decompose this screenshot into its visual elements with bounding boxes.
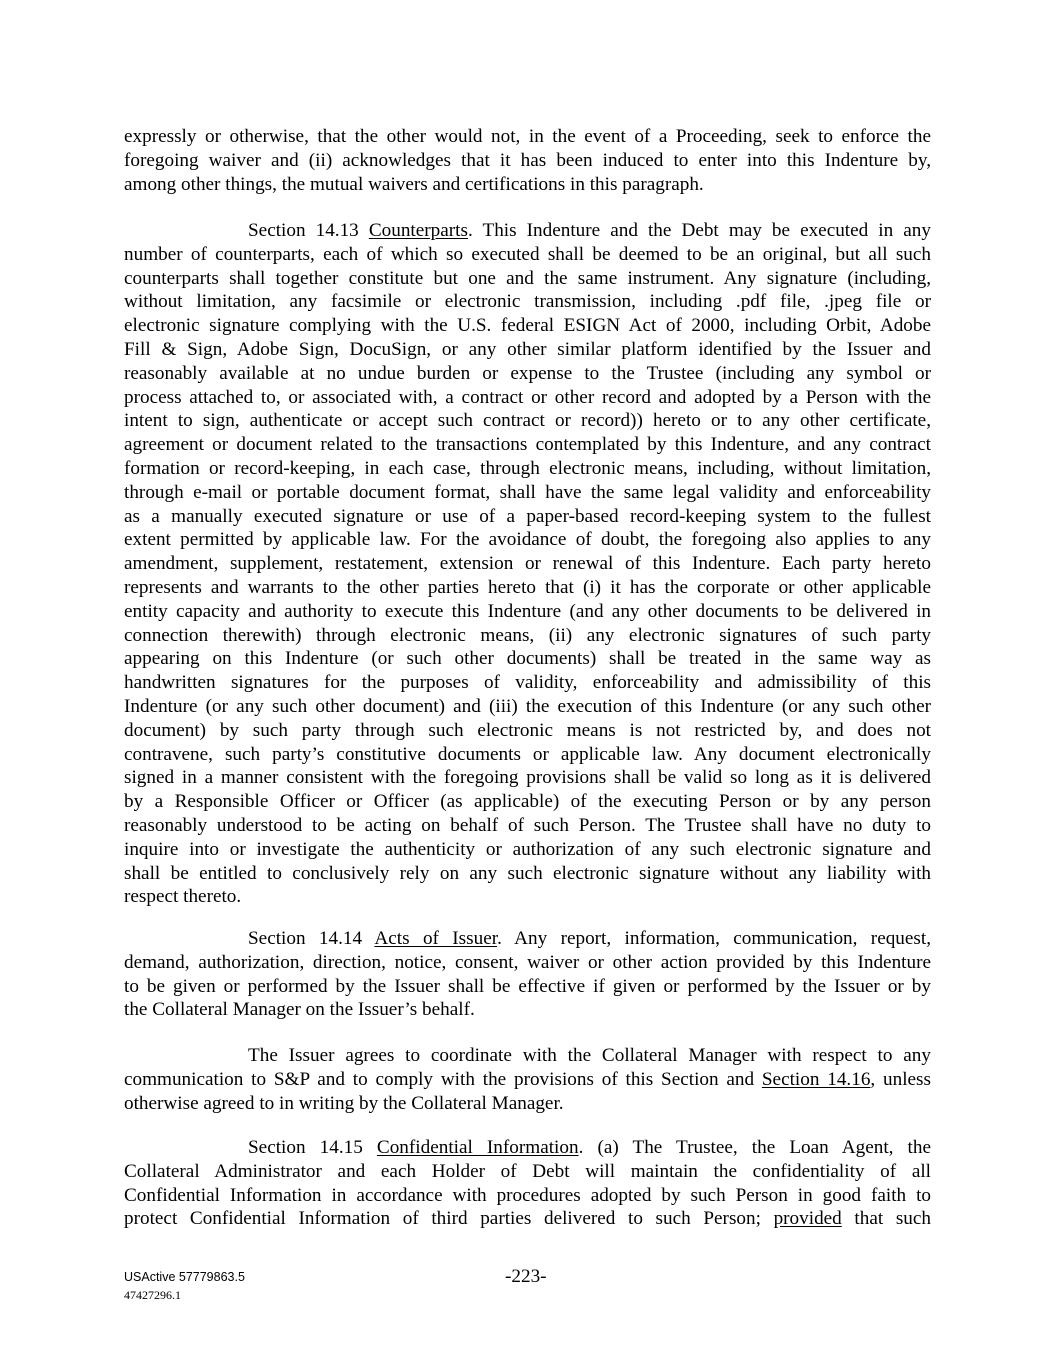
text-line: process attached to, or associated with, a contract or other record and adopted by a Person with the bbox=[124, 386, 931, 408]
text-line: shall be entitled to conclusively rely on any such electronic signature without any liability with bbox=[124, 862, 931, 884]
paragraph-issuer-agrees bbox=[124, 1044, 931, 1115]
paragraph-continuation bbox=[124, 125, 931, 196]
text-run: communication to S&P and to comply with the provisions of this Section and bbox=[124, 1068, 762, 1090]
text-line: without limitation, any facsimile or electronic transmission, including .pdf file, .jpeg file or bbox=[124, 291, 931, 313]
text-line: expressly or otherwise, that the other would not, in the event of a Proceeding, seek to enforce the bbox=[124, 126, 931, 147]
text-line: Confidential Information in accordance with procedures adopted by such Person in good faith to bbox=[124, 1184, 931, 1206]
text-line: Fill & Sign, Adobe Sign, DocuSign, or any other similar platform identified by the Issuer and bbox=[124, 338, 931, 360]
text-line: to be given or performed by the Issuer shall be effective if given or performed by the Issuer or by bbox=[124, 975, 931, 997]
text-line: reasonably understood to be acting on behalf of such Person. The Trustee shall have no duty to bbox=[124, 814, 931, 836]
section-cross-reference: Section 14.16 bbox=[761, 1068, 871, 1090]
text-run: . (a) The Trustee, the Loan Agent, the bbox=[578, 1137, 931, 1158]
text-line: foregoing waiver and (ii) acknowledges that it has been induced to enter into this Indenture by, bbox=[124, 149, 931, 171]
section-heading-line bbox=[124, 1136, 931, 1160]
text-line: by a Responsible Officer or Officer (as applicable) of the executing Person or by any person bbox=[124, 791, 931, 813]
footer-doc-id: USActive 57779863.5 bbox=[124, 1270, 245, 1284]
text-line: the Collateral Manager on the Issuer’s behalf. bbox=[124, 999, 475, 1021]
section-heading-line bbox=[124, 219, 931, 243]
section-heading-line bbox=[124, 927, 931, 951]
provided-term: provided bbox=[773, 1208, 842, 1230]
text-line: formation or record-keeping, in each case, through electronic means, including, without limitation, bbox=[124, 457, 931, 479]
text-line: contravene, such party’s constitutive documents or applicable law. Any document electronically bbox=[124, 743, 931, 765]
text-line: demand, authorization, direction, notice, consent, waiver or other action provided by this Indenture bbox=[124, 951, 931, 973]
text-line: represents and warrants to the other parties hereto that (i) it has the corporate or other applicable bbox=[124, 576, 931, 598]
page-number: -223- bbox=[505, 1266, 547, 1287]
text-line: signed in a manner consistent with the foregoing provisions shall be valid so long as it is delivered bbox=[124, 767, 931, 789]
text-line: amendment, supplement, restatement, extension or renewal of this Indenture. Each party hereto bbox=[124, 553, 931, 575]
text-line: agreement or document related to the transactions contemplated by this Indenture, and any contract bbox=[124, 434, 931, 456]
text-line: document) by such party through such electronic means is not restricted by, and does not bbox=[124, 719, 931, 741]
text-run: protect Confidential Information of third parties delivered to such Person; bbox=[124, 1208, 774, 1230]
text-line: Collateral Administrator and each Holder of Debt will maintain the confidentiality of all bbox=[124, 1160, 931, 1182]
text-line: appearing on this Indenture (or such other documents) shall be treated in the same way as bbox=[124, 648, 931, 670]
text-line: extent permitted by applicable law. For the avoidance of doubt, the foregoing also applies to any bbox=[124, 529, 931, 551]
text-line bbox=[124, 1207, 931, 1231]
text-run: . Any report, information, communication, request, bbox=[497, 928, 932, 949]
text-line: electronic signature complying with the U.S. federal ESIGN Act of 2000, including Orbit, Adobe bbox=[124, 315, 931, 337]
text-run: that such bbox=[841, 1208, 931, 1230]
section-number: Section 14.13 bbox=[248, 220, 369, 241]
text-line: otherwise agreed to in writing by the Collateral Manager. bbox=[124, 1092, 564, 1114]
section-title: Acts of Issuer bbox=[374, 928, 498, 949]
section-14-15-confidential-information bbox=[124, 1136, 931, 1231]
section-number: Section 14.14 bbox=[248, 928, 375, 949]
text-run: , unless bbox=[870, 1068, 931, 1090]
text-line: reasonably available at no undue burden or expense to the Trustee (including any symbol or bbox=[124, 362, 931, 384]
section-number: Section 14.15 bbox=[248, 1137, 377, 1158]
text-line: entity capacity and authority to execute this Indenture (and any other documents to be delivered in bbox=[124, 600, 931, 622]
text-run: . This Indenture and the Debt may be executed in any bbox=[467, 220, 931, 241]
section-title: Counterparts bbox=[368, 220, 468, 241]
text-line: Indenture (or any such other document) and (iii) the execution of this Indenture (or any such other bbox=[124, 695, 931, 717]
text-line: The Issuer agrees to coordinate with the Collateral Manager with respect to any bbox=[248, 1045, 931, 1066]
text-line: respect thereto. bbox=[124, 886, 242, 908]
text-line bbox=[124, 1068, 931, 1092]
text-line: inquire into or investigate the authenticity or authorization of any such electronic signature and bbox=[124, 838, 931, 860]
section-title: Confidential Information bbox=[376, 1137, 579, 1158]
section-14-13-counterparts bbox=[124, 219, 931, 909]
text-line: number of counterparts, each of which so executed shall be deemed to be an original, but all such bbox=[124, 243, 931, 265]
section-14-14-acts-of-issuer bbox=[124, 927, 931, 1022]
text-line: intent to sign, authenticate or accept such contract or record)) hereto or to any other certificate, bbox=[124, 410, 931, 432]
text-line: handwritten signatures for the purposes of validity, enforceability and admissibility of this bbox=[124, 672, 931, 694]
text-line: counterparts shall together constitute but one and the same instrument. Any signature (including, bbox=[124, 267, 931, 289]
footer-doc-id-secondary: 47427296.1 bbox=[124, 1288, 181, 1302]
text-line: connection therewith) through electronic means, (ii) any electronic signatures of such party bbox=[124, 624, 931, 646]
text-line: among other things, the mutual waivers and certifications in this paragraph. bbox=[124, 173, 704, 195]
text-line: as a manually executed signature or use of a paper-based record-keeping system to the fullest bbox=[124, 505, 931, 527]
text-line: through e-mail or portable document format, shall have the same legal validity and enforceability bbox=[124, 481, 931, 503]
